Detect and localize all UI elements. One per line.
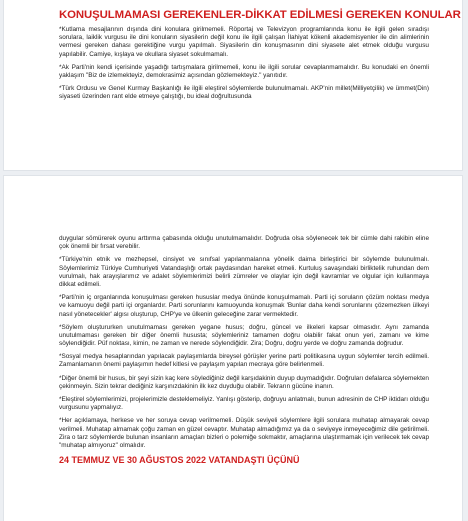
paragraph: *Parti'nin iç organlarında konuşulması gereken hususlar medya önünde konuşulmamalı. Parti içi soruların çözüm noktası medya ve kamuoyu değil parti içi organlardır. Parti sorunlarını kamuoyunda konuşmak 'Bunlar daha kendi sorunlarını çözemezken ülkeyi nasıl yönetecekler' algısı oluşturup, CHP'ye ve ülkenin geleceğine zarar vermektedir. [59,294,429,318]
paragraph: duygular sömürerek oyunu arttırma çabasında olduğu unutulmamalıdır. Doğruda olsa söylenecek tek bir cümle dahi rakibin eline çok önemli bir fırsat verebilir. [59,235,429,251]
paragraph: *Sosyal medya hesaplarından yapılacak paylaşımlarda bireysel görüşler yerine parti politikasına uygun söylemler tercih edilmeli. Zamanlamanın önemi paylaşımın hedef kitlesi ve paylaşım yapılan mecraya göre belirlenmeli. [59,353,429,369]
section-heading: KONUŞULMAMASI GEREKENLER-DİKKAT EDİLMESİ GEREKEN KONULAR [59,9,461,21]
paragraph: *Söylem oluştururken unutulmaması gereken yegane husus; doğru, güncel ve ilkeleri kapsar olmasıdır. Aynı zamanda unutulmaması gereken bir diğer önemli hususta; söylemleriniz tamamen doğru olabilir fakat onun yeri, zamanı ve kime söylendiğidir. Püf noktası, kimin, ne zaman ve nerede söylendiğidir. Zira; Doğru, doğru yerde ve doğru zamanda doğrudur. [59,323,429,348]
paragraph: *Türkiye'nin etnik ve mezhepsel, cinsiyet ve sınıfsal yapılanmalarına yönelik daima birleştirici bir söylemde bulunulmalı. Söylemlerimiz Türkiye Cumhuriyeti Vatandaşlığı ortak paydasından hareket etmeli. Kurtuluş savaşındaki birliktelik ruhundan dem vurulmalı, hak arayışlarımız ve adalet söylemlerimizi belirli zümreler ve olaylar için değil kavramlar ve olgular için kullanmaya dikkat edilmeli. [59,256,429,288]
page-1-content [59,9,461,107]
trailing-section-heading: 24 TEMMUZ VE 30 AĞUSTOS 2022 VATANDAŞTI ÜÇÜNÜ [59,455,300,466]
paragraph: *Diğer önemli bir husus, bir şeyi sizin kaç kere söylediğiniz değil karşıdakinin duyup duymadığıdır. Doğruları defalarca söylemekten çekinmeyin. Sizin tekrar dediğiniz karşınızdakinin ilk kez duyduğu olabilir. Tekrarın gücüne inanın. [59,374,429,390]
paragraph: *Her açıklamaya, herkese ve her soruya cevap verilmemeli. Düşük seviyeli söylemlere ilgili sorulara muhatap almayarak cevap verilmeli. Muhatap almamak çoğu zaman en güzel cevaptır. Muhatap almadığımız ya da o seviyeye inmeyeceğimiz dile getirilmeli. Zira o tarz söylemlerde bulunan insanların amaçları bizleri o polemiğe sokmaktır, amaçlarına ulaştırmamak için verilecek tek cevap "muhatap almıyoruz" olmalıdır. [59,417,429,449]
page-2-content [59,235,429,472]
paragraph: *Kutlama mesajlarının dışında dini konulara girilmemeli. Röportaj ve Televizyon programlarında konu ile ilgili gelen sıradışı sorulara, laiklik vurgusu ile dini konuların siyasilerin değil konu ile ilgili çalışan İlahiyat kökenli akademisyenler ile din alimlerinin vermesi gereken dahası gerektiğine vurgu yapılmalı. Siyasilerin din konuşmasının dini siyasete alet etmek olduğu vurgusu yapılabilir. Camiye, kışlaya ve okullara siyaset sokulmamalı. [59,26,429,58]
paragraph: *Ak Parti'nin kendi içerisinde yaşadığı tartışmalara girilmemeli, konu ile ilgili sorular cevaplanmamalıdır. Bu konudaki en önemli yaklaşım "Biz de izlemekteyiz, demokrasimiz açısından gözlemekteyiz." yanıtıdır. [59,63,429,79]
document-page-1 [4,0,462,170]
paragraph: *Türk Ordusu ve Genel Kurmay Başkanlığı ile ilgili eleştirel söylemlerde bulunulmamalı. AKP'nin millet(Milliyetçilik) ve ümmet(Din) siyaseti üzerinden rant elde etmeye çalıştığı, bu ideal doğrultusunda [59,85,429,101]
document-page-2 [4,176,462,521]
paragraph: *Eleştirel söylemlerimizi, projelerimizle desteklemeliyiz. Yanlışı gösterip, doğruyu anlatmalı, bunun adresinin de CHP iktidarı olduğu vurgusunu yapmalıyız. [59,396,429,412]
